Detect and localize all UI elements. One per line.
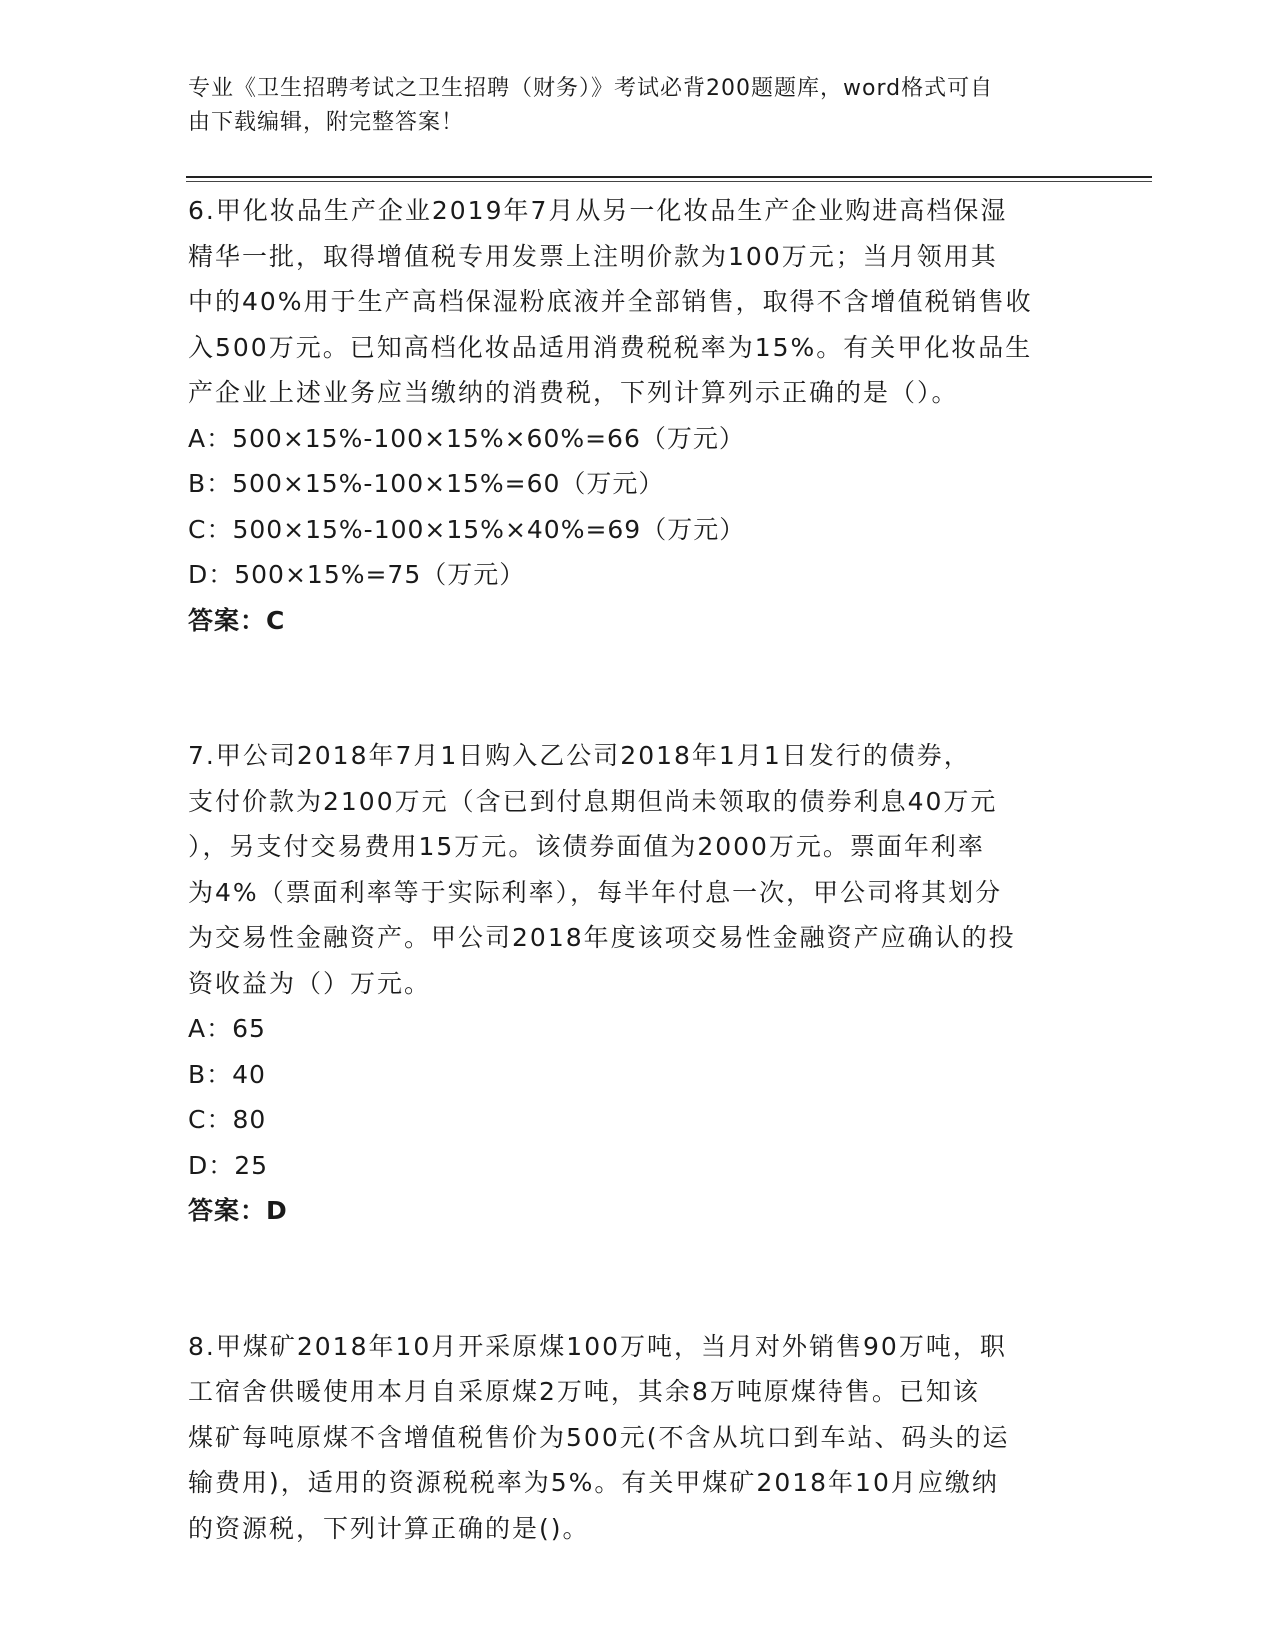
- document-header: [188, 72, 1068, 140]
- question-7-option-a: A：65: [188, 1014, 266, 1043]
- question-6-option-c: C：500×15%-100×15%×40%=69（万元）: [188, 514, 746, 544]
- question-8-line-1: 8.甲煤矿2018年10月开采原煤100万吨，当月对外销售90万吨，职: [188, 1331, 1007, 1361]
- question-8: [188, 1324, 1088, 1552]
- question-7-line-1: 7.甲公司2018年7月1日购入乙公司2018年1月1日发行的债券，: [188, 741, 971, 770]
- question-8-line-2: 工宿舍供暖使用本月自采原煤2万吨，其余8万吨原煤待售。已知该: [188, 1377, 980, 1406]
- question-7-line-2: 支付价款为2100万元（含已到付息期但尚未领取的债券利息40万元: [188, 786, 998, 816]
- question-6-answer: 答案：C: [188, 605, 286, 635]
- question-6-option-a: A：500×15%-100×15%×60%=66（万元）: [188, 423, 745, 453]
- header-line-2: 由下载编辑，附完整答案！: [188, 110, 465, 135]
- question-7-option-b: B：40: [188, 1059, 266, 1089]
- question-gap: [188, 1234, 1088, 1324]
- question-6-option-b: B：500×15%-100×15%=60（万元）: [188, 469, 665, 498]
- question-6-option-d: D：500×15%=75（万元）: [188, 560, 526, 589]
- question-7-line-4: 为4%（票面利率等于实际利率），每半年付息一次，甲公司将其划分: [188, 877, 1003, 907]
- question-8-line-4: 输费用)，适用的资源税税率为5%。有关甲煤矿2018年10月应缴纳: [188, 1468, 999, 1497]
- question-7-line-3: ），另支付交易费用15万元。该债券面值为2000万元。票面年利率: [188, 832, 985, 861]
- question-6: [188, 188, 1088, 643]
- question-6-line-5: 产企业上述业务应当缴纳的消费税，下列计算列示正确的是（）。: [188, 378, 959, 407]
- header-rule-thin: [186, 181, 1152, 182]
- question-7: [188, 733, 1088, 1234]
- question-7-option-d: D：25: [188, 1150, 269, 1180]
- question-7-line-6: 资收益为（）万元。: [188, 968, 432, 998]
- question-gap: [188, 643, 1088, 733]
- question-6-line-2: 精华一批，取得增值税专用发票上注明价款为100万元；当月领用其: [188, 241, 998, 271]
- question-6-line-1: 6.甲化妆品生产企业2019年7月从另一化妆品生产企业购进高档保湿: [188, 196, 1008, 225]
- question-6-line-3: 中的40%用于生产高档保湿粉底液并全部销售，取得不含增值税销售收: [188, 287, 1033, 316]
- header-line-1: 专业《卫生招聘考试之卫生招聘（财务）》考试必背200题题库，word格式可自: [188, 76, 994, 101]
- question-list: [188, 188, 1088, 1551]
- question-8-line-5: 的资源税，下列计算正确的是()。: [188, 1513, 590, 1543]
- question-6-line-4: 入500万元。已知高档化妆品适用消费税税率为15%。有关甲化妆品生: [188, 332, 1033, 362]
- header-rule-thick: [186, 176, 1152, 178]
- question-8-line-3: 煤矿每吨原煤不含增值税售价为500元(不含从坑口到车站、码头的运: [188, 1422, 1010, 1452]
- question-7-line-5: 为交易性金融资产。甲公司2018年度该项交易性金融资产应确认的投: [188, 923, 1016, 952]
- question-7-option-c: C：80: [188, 1105, 267, 1134]
- question-7-answer: 答案：D: [188, 1196, 288, 1225]
